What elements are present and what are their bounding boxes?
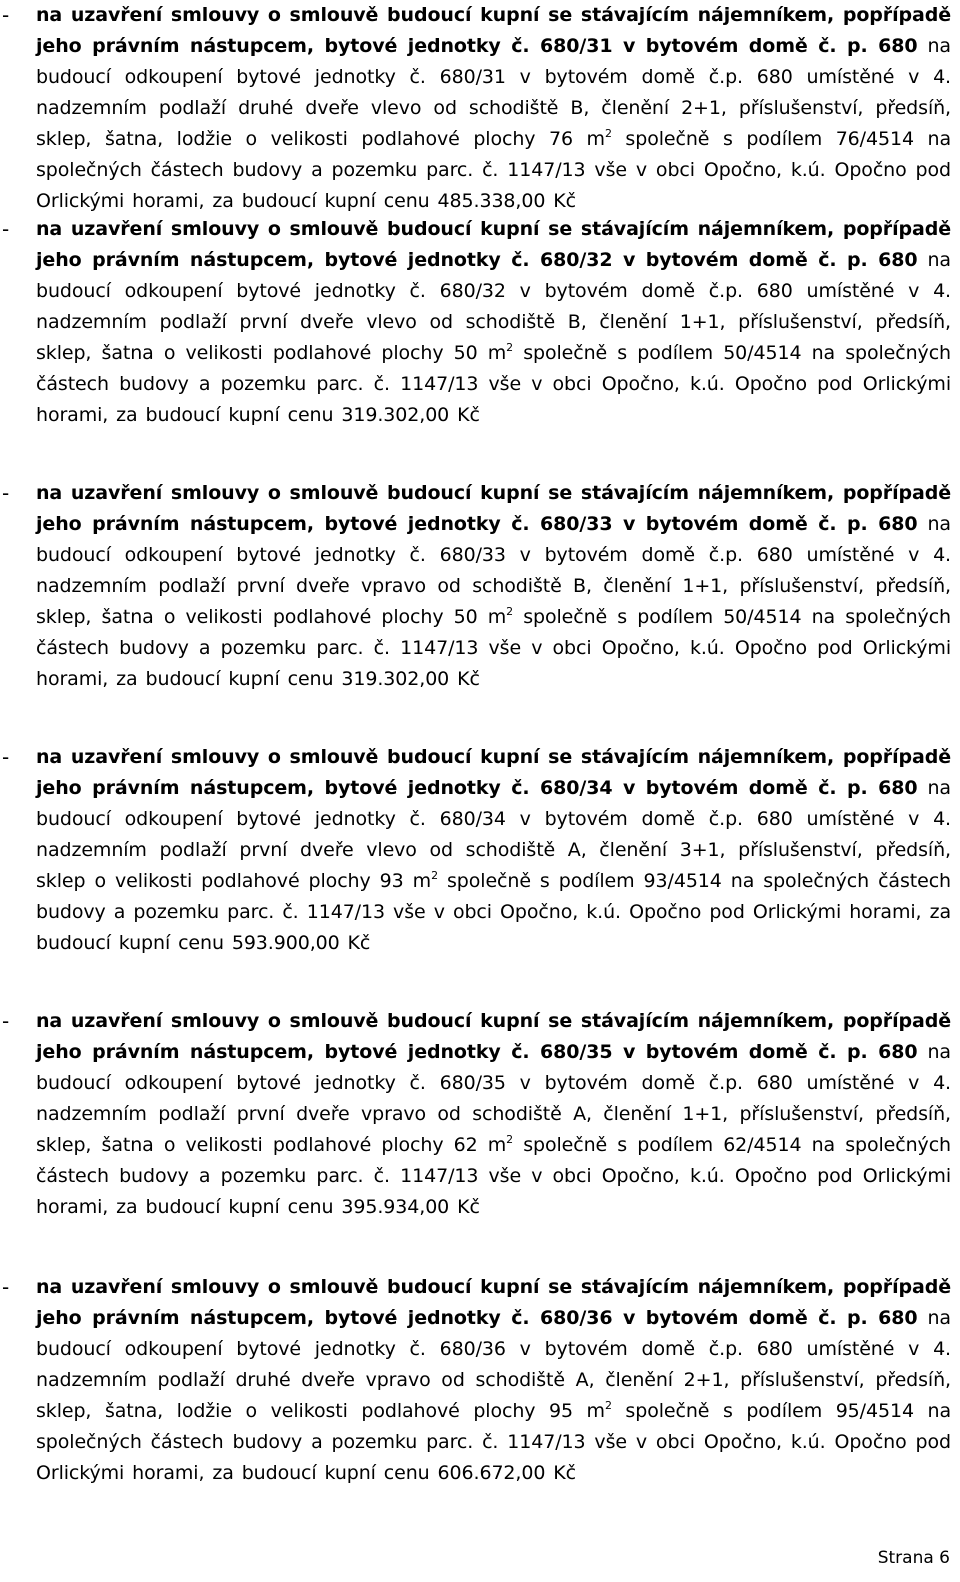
item-body-text-cont: společně s podílem 62/4514 na společných částech budovy a pozemku parc. č. 1147/13 vše v obci Opočno, k.ú. Opočno pod Orlickými horami, za budoucí kupní cenu 395.934,00 Kč (36, 1134, 951, 1218)
superscript: 2 (604, 1399, 612, 1412)
item-body-text: na budoucí odkoupení bytové jednotky č. 680/32 v bytovém domě č.p. 680 umístěné v 4. nadzemním podlaží první dveře vlevo od schodiště B, členění 1+1, příslušenství, předsíň, sklep, šatna o velikosti podlahové plochy 50 m (36, 249, 951, 364)
superscript: 2 (506, 1133, 514, 1146)
page-number: Strana 6 (877, 1548, 950, 1568)
superscript: 2 (506, 605, 514, 618)
list-dash: - (2, 481, 10, 505)
item-paragraph (36, 0, 951, 217)
item-body-text-cont: společně s podílem 50/4514 na společných částech budovy a pozemku parc. č. 1147/13 vše v obci Opočno, k.ú. Opočno pod Orlickými horami, za budoucí kupní cenu 319.302,00 Kč (36, 606, 951, 690)
item-body-text-cont: společně s podílem 50/4514 na společných částech budovy a pozemku parc. č. 1147/13 vše v obci Opočno, k.ú. Opočno pod Orlickými horami, za budoucí kupní cenu 319.302,00 Kč (36, 342, 951, 426)
superscript: 2 (604, 127, 612, 140)
item-paragraph (36, 1006, 951, 1223)
item-body-text-cont: společně s podílem 95/4514 na společných částech budovy a pozemku parc. č. 1147/13 vše v obci Opočno, k.ú. Opočno pod Orlickými horami, za budoucí kupní cenu 606.672,00 Kč (36, 1400, 951, 1484)
list-dash: - (2, 745, 10, 769)
list-dash: - (2, 3, 10, 27)
item-paragraph (36, 742, 951, 959)
item-bold-heading: na uzavření smlouvy o smlouvě budoucí kupní se stávajícím nájemníkem, popřípadě jeho právním nástupcem, bytové jednotky č. 680/31 v bytovém domě č. p. 680 (36, 4, 951, 57)
item-paragraph (36, 478, 951, 695)
item-bold-heading: na uzavření smlouvy o smlouvě budoucí kupní se stávajícím nájemníkem, popřípadě jeho právním nástupcem, bytové jednotky č. 680/32 v bytovém domě č. p. 680 (36, 218, 951, 271)
item-paragraph (36, 214, 951, 431)
item-body-text-cont: společně s podílem 93/4514 na společných částech budovy a pozemku parc. č. 1147/13 vše v obci Opočno, k.ú. Opočno pod Orlickými horami, za budoucí kupní cenu 593.900,00 Kč (36, 870, 951, 954)
item-body-text: na budoucí odkoupení bytové jednotky č. 680/33 v bytovém domě č.p. 680 umístěné v 4. nadzemním podlaží první dveře vpravo od schodiště B, členění 1+1, příslušenství, předsíň, sklep, šatna o velikosti podlahové plochy 50 m (36, 513, 951, 628)
item-bold-heading: na uzavření smlouvy o smlouvě budoucí kupní se stávajícím nájemníkem, popřípadě jeho právním nástupcem, bytové jednotky č. 680/33 v bytovém domě č. p. 680 (36, 482, 951, 535)
item-bold-heading: na uzavření smlouvy o smlouvě budoucí kupní se stávajícím nájemníkem, popřípadě jeho právním nástupcem, bytové jednotky č. 680/35 v bytovém domě č. p. 680 (36, 1010, 951, 1063)
item-paragraph (36, 1272, 951, 1489)
item-bold-heading: na uzavření smlouvy o smlouvě budoucí kupní se stávajícím nájemníkem, popřípadě jeho právním nástupcem, bytové jednotky č. 680/34 v bytovém domě č. p. 680 (36, 746, 951, 799)
superscript: 2 (506, 341, 514, 354)
item-body-text: na budoucí odkoupení bytové jednotky č. 680/31 v bytovém domě č.p. 680 umístěné v 4. nadzemním podlaží druhé dveře vlevo od schodiště B, členění 2+1, příslušenství, předsíň, sklep, šatna, lodžie o velikosti podlahové plochy 76 m (36, 35, 951, 150)
list-dash: - (2, 217, 10, 241)
superscript: 2 (431, 869, 438, 882)
list-dash: - (2, 1009, 10, 1033)
item-body-text: na budoucí odkoupení bytové jednotky č. 680/35 v bytovém domě č.p. 680 umístěné v 4. nadzemním podlaží první dveře vpravo od schodiště A, členění 1+1, příslušenství, předsíň, sklep, šatna o velikosti podlahové plochy 62 m (36, 1041, 951, 1156)
item-bold-heading: na uzavření smlouvy o smlouvě budoucí kupní se stávajícím nájemníkem, popřípadě jeho právním nástupcem, bytové jednotky č. 680/36 v bytovém domě č. p. 680 (36, 1276, 951, 1329)
item-body-text: na budoucí odkoupení bytové jednotky č. 680/34 v bytovém domě č.p. 680 umístěné v 4. nadzemním podlaží první dveře vlevo od schodiště A, členění 3+1, příslušenství, předsíň, sklep o velikosti podlahové plochy 93 m (36, 777, 951, 892)
item-body-text-cont: společně s podílem 76/4514 na společných částech budovy a pozemku parc. č. 1147/13 vše v obci Opočno, k.ú. Opočno pod Orlickými horami, za budoucí kupní cenu 485.338,00 Kč (36, 128, 951, 212)
list-dash: - (2, 1275, 10, 1299)
item-body-text: na budoucí odkoupení bytové jednotky č. 680/36 v bytovém domě č.p. 680 umístěné v 4. nadzemním podlaží druhé dveře vpravo od schodiště A, členění 2+1, příslušenství, předsíň, sklep, šatna, lodžie o velikosti podlahové plochy 95 m (36, 1307, 951, 1422)
